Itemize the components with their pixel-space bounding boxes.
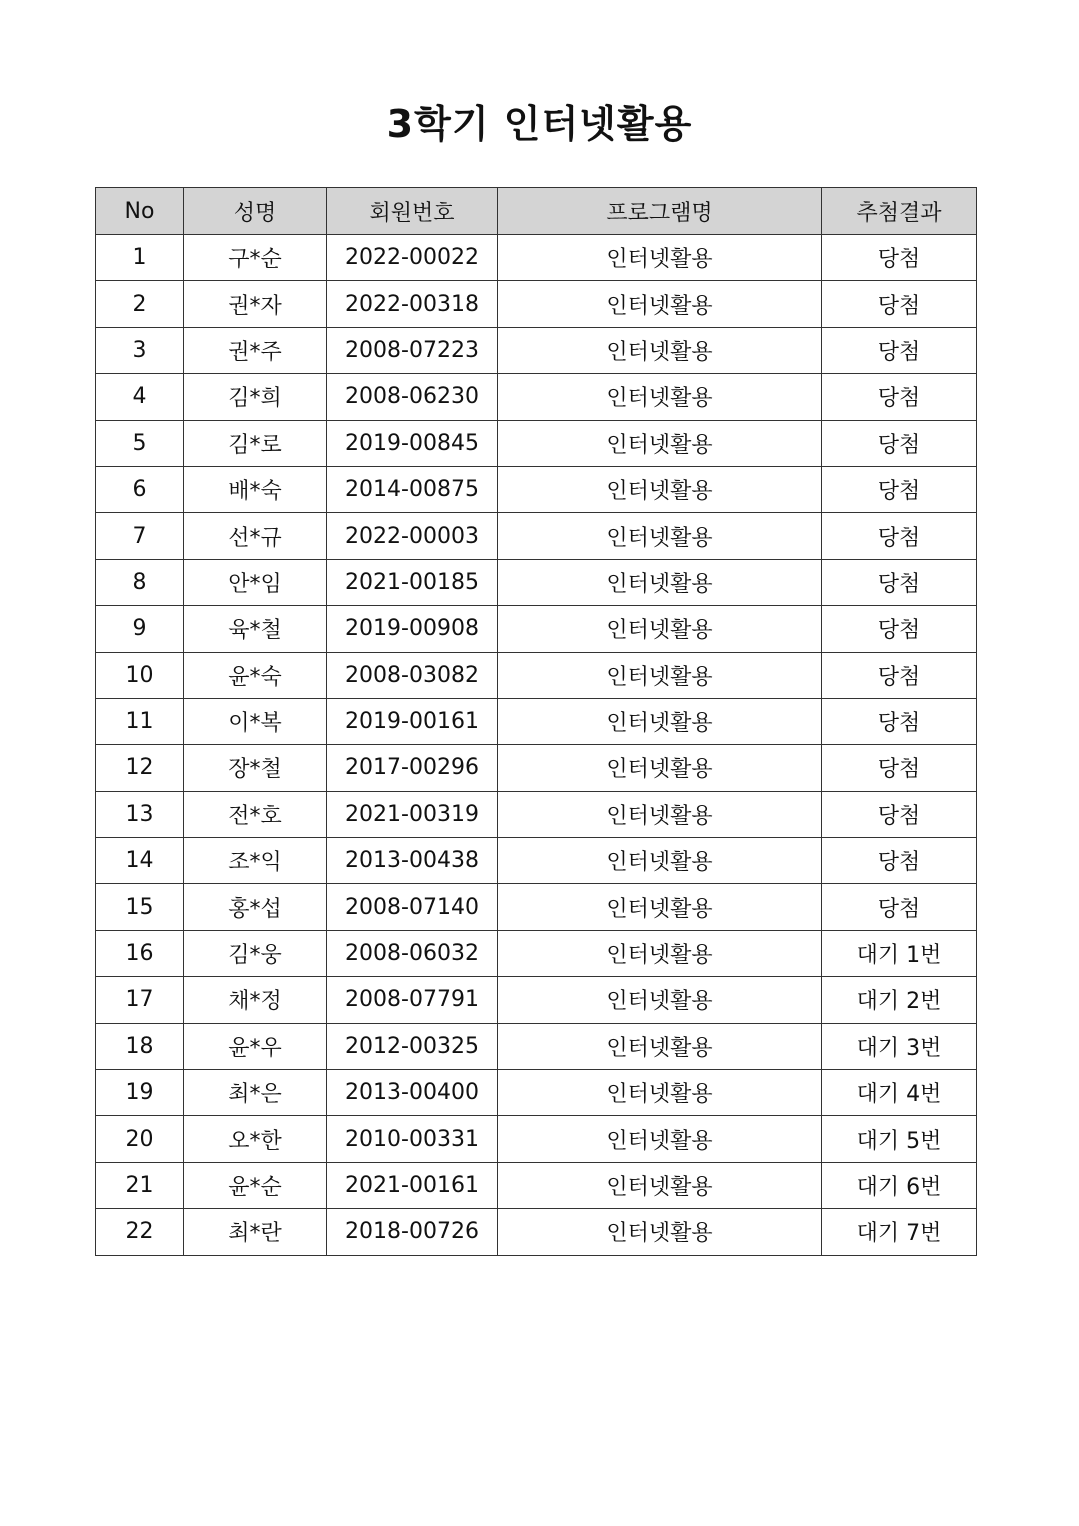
page-title: 3학기 인터넷활용 (386, 102, 693, 146)
cell-no: 17 (96, 977, 184, 1023)
cell-no: 18 (96, 1023, 184, 1069)
cell-member-number: 2013-00438 (327, 838, 498, 884)
cell-name: 홍*섭 (184, 884, 327, 930)
cell-lottery-result: 당첨 (822, 838, 977, 884)
cell-program-name: 인터넷활용 (498, 513, 822, 559)
cell-program-name: 인터넷활용 (498, 420, 822, 466)
table-row (96, 698, 977, 744)
cell-lottery-result: 대기 3번 (822, 1023, 977, 1069)
cell-no: 6 (96, 466, 184, 512)
table-body (96, 235, 977, 1256)
cell-name: 선*규 (184, 513, 327, 559)
cell-program-name: 인터넷활용 (498, 327, 822, 373)
cell-member-number: 2021-00185 (327, 559, 498, 605)
cell-no: 4 (96, 374, 184, 420)
cell-name: 권*주 (184, 327, 327, 373)
cell-no: 20 (96, 1116, 184, 1162)
cell-lottery-result: 당첨 (822, 559, 977, 605)
header-no: No (96, 188, 184, 235)
cell-lottery-result: 당첨 (822, 420, 977, 466)
cell-program-name: 인터넷활용 (498, 838, 822, 884)
cell-no: 11 (96, 698, 184, 744)
lottery-results-table (95, 187, 977, 1256)
cell-lottery-result: 당첨 (822, 513, 977, 559)
cell-lottery-result: 대기 4번 (822, 1070, 977, 1116)
table-row (96, 327, 977, 373)
cell-lottery-result: 당첨 (822, 791, 977, 837)
cell-lottery-result: 당첨 (822, 698, 977, 744)
cell-program-name: 인터넷활용 (498, 374, 822, 420)
cell-lottery-result: 대기 7번 (822, 1209, 977, 1255)
cell-member-number: 2008-07791 (327, 977, 498, 1023)
cell-member-number: 2008-03082 (327, 652, 498, 698)
cell-no: 7 (96, 513, 184, 559)
cell-name: 이*복 (184, 698, 327, 744)
cell-program-name: 인터넷활용 (498, 1023, 822, 1069)
table-row (96, 281, 977, 327)
cell-program-name: 인터넷활용 (498, 606, 822, 652)
table-row (96, 606, 977, 652)
table-row (96, 374, 977, 420)
cell-no: 9 (96, 606, 184, 652)
cell-name: 배*숙 (184, 466, 327, 512)
cell-lottery-result: 대기 1번 (822, 930, 977, 976)
header-lottery-result: 추첨결과 (822, 188, 977, 235)
cell-member-number: 2022-00318 (327, 281, 498, 327)
cell-program-name: 인터넷활용 (498, 235, 822, 281)
cell-no: 8 (96, 559, 184, 605)
cell-member-number: 2014-00875 (327, 466, 498, 512)
cell-program-name: 인터넷활용 (498, 559, 822, 605)
cell-no: 2 (96, 281, 184, 327)
table-row (96, 977, 977, 1023)
cell-no: 3 (96, 327, 184, 373)
cell-name: 김*희 (184, 374, 327, 420)
table-row (96, 838, 977, 884)
cell-name: 최*란 (184, 1209, 327, 1255)
table-row (96, 1209, 977, 1255)
cell-lottery-result: 대기 5번 (822, 1116, 977, 1162)
cell-no: 19 (96, 1070, 184, 1116)
cell-program-name: 인터넷활용 (498, 930, 822, 976)
cell-member-number: 2019-00161 (327, 698, 498, 744)
cell-program-name: 인터넷활용 (498, 466, 822, 512)
cell-lottery-result: 당첨 (822, 281, 977, 327)
cell-lottery-result: 당첨 (822, 235, 977, 281)
cell-lottery-result: 대기 6번 (822, 1162, 977, 1208)
cell-name: 장*철 (184, 745, 327, 791)
cell-lottery-result: 당첨 (822, 327, 977, 373)
cell-no: 16 (96, 930, 184, 976)
cell-member-number: 2018-00726 (327, 1209, 498, 1255)
cell-program-name: 인터넷활용 (498, 1116, 822, 1162)
cell-name: 윤*순 (184, 1162, 327, 1208)
table-row (96, 884, 977, 930)
table-row (96, 1162, 977, 1208)
cell-member-number: 2008-07140 (327, 884, 498, 930)
header-name: 성명 (184, 188, 327, 235)
cell-lottery-result: 당첨 (822, 374, 977, 420)
cell-name: 윤*숙 (184, 652, 327, 698)
table-row (96, 930, 977, 976)
cell-member-number: 2008-06230 (327, 374, 498, 420)
cell-program-name: 인터넷활용 (498, 1162, 822, 1208)
cell-name: 조*익 (184, 838, 327, 884)
cell-program-name: 인터넷활용 (498, 1209, 822, 1255)
cell-member-number: 2017-00296 (327, 745, 498, 791)
cell-name: 김*웅 (184, 930, 327, 976)
table-row (96, 652, 977, 698)
cell-member-number: 2021-00319 (327, 791, 498, 837)
cell-name: 최*은 (184, 1070, 327, 1116)
header-member-number: 회원번호 (327, 188, 498, 235)
cell-no: 5 (96, 420, 184, 466)
cell-name: 구*순 (184, 235, 327, 281)
cell-program-name: 인터넷활용 (498, 281, 822, 327)
cell-no: 1 (96, 235, 184, 281)
cell-member-number: 2022-00003 (327, 513, 498, 559)
cell-program-name: 인터넷활용 (498, 1070, 822, 1116)
cell-name: 김*로 (184, 420, 327, 466)
cell-member-number: 2012-00325 (327, 1023, 498, 1069)
cell-member-number: 2008-06032 (327, 930, 498, 976)
header-program-name: 프로그램명 (498, 188, 822, 235)
cell-program-name: 인터넷활용 (498, 977, 822, 1023)
cell-member-number: 2008-07223 (327, 327, 498, 373)
cell-no: 10 (96, 652, 184, 698)
cell-program-name: 인터넷활용 (498, 652, 822, 698)
cell-program-name: 인터넷활용 (498, 745, 822, 791)
table-row (96, 466, 977, 512)
cell-no: 21 (96, 1162, 184, 1208)
cell-name: 안*임 (184, 559, 327, 605)
cell-lottery-result: 당첨 (822, 652, 977, 698)
table-row (96, 420, 977, 466)
table-row (96, 513, 977, 559)
cell-name: 오*한 (184, 1116, 327, 1162)
cell-lottery-result: 당첨 (822, 745, 977, 791)
cell-no: 22 (96, 1209, 184, 1255)
cell-no: 12 (96, 745, 184, 791)
cell-member-number: 2022-00022 (327, 235, 498, 281)
table-row (96, 235, 977, 281)
cell-no: 14 (96, 838, 184, 884)
cell-name: 윤*우 (184, 1023, 327, 1069)
cell-lottery-result: 대기 2번 (822, 977, 977, 1023)
cell-no: 15 (96, 884, 184, 930)
cell-name: 육*철 (184, 606, 327, 652)
cell-name: 채*정 (184, 977, 327, 1023)
table-row (96, 791, 977, 837)
cell-no: 13 (96, 791, 184, 837)
cell-name: 권*자 (184, 281, 327, 327)
cell-program-name: 인터넷활용 (498, 791, 822, 837)
cell-member-number: 2010-00331 (327, 1116, 498, 1162)
cell-program-name: 인터넷활용 (498, 698, 822, 744)
cell-member-number: 2019-00908 (327, 606, 498, 652)
cell-member-number: 2021-00161 (327, 1162, 498, 1208)
table-header-row (96, 188, 977, 235)
cell-lottery-result: 당첨 (822, 606, 977, 652)
cell-program-name: 인터넷활용 (498, 884, 822, 930)
cell-lottery-result: 당첨 (822, 466, 977, 512)
table-row (96, 559, 977, 605)
table-row (96, 1023, 977, 1069)
cell-member-number: 2019-00845 (327, 420, 498, 466)
table-row (96, 1070, 977, 1116)
cell-name: 전*호 (184, 791, 327, 837)
table-row (96, 745, 977, 791)
cell-member-number: 2013-00400 (327, 1070, 498, 1116)
table-row (96, 1116, 977, 1162)
cell-lottery-result: 당첨 (822, 884, 977, 930)
